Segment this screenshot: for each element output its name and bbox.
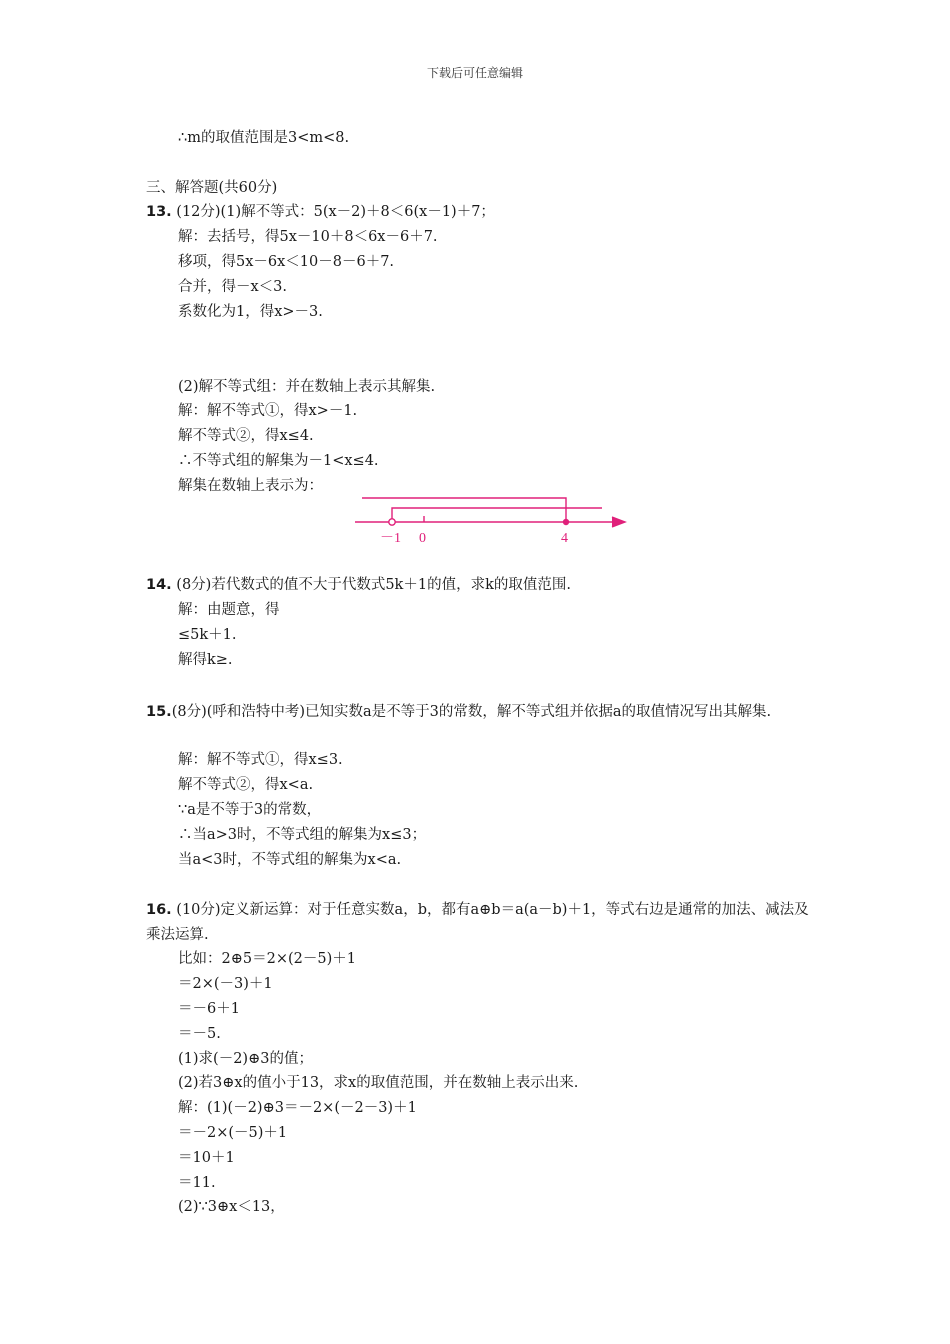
question-number: 16.: [146, 902, 172, 918]
text-line: 解：(1)(－2)⊕3＝－2×(－2－3)＋1: [178, 1100, 417, 1116]
label-minus-one: －1: [380, 531, 401, 546]
text-line: 解得k≥.: [178, 652, 233, 668]
text-line: 解不等式②，得x<a.: [178, 777, 314, 793]
question-16: [146, 898, 810, 948]
text-line: 解不等式②，得x≤4.: [178, 428, 314, 444]
text-line: 解：解不等式①，得x>－1.: [178, 403, 358, 419]
text-line: ＝－6＋1: [178, 1001, 240, 1017]
question-number: 13.: [146, 204, 172, 220]
text-line: 解：去括号，得5x－10＋8＜6x－6＋7.: [178, 229, 438, 245]
number-line-diagram: [350, 490, 640, 552]
question-text: (10分)定义新运算：对于任意实数a，b，都有a⊕b＝a(a－b)＋1，等式右边是通常的加法、减法及乘法运算.: [146, 902, 809, 943]
text-line: 解：由题意，得: [178, 602, 280, 618]
text-line: ＝－2×(－5)＋1: [178, 1125, 288, 1141]
open-point: [389, 519, 395, 525]
text-line: ＝11.: [178, 1175, 216, 1191]
question-number: 15.: [146, 704, 172, 720]
question-13: [146, 202, 495, 222]
text-line: ＝10＋1: [178, 1150, 235, 1166]
text-line: ∴m的取值范围是3<m<8.: [178, 130, 350, 146]
question-text: (8分)(呼和浩特中考)已知实数a是不等于3的常数，解不等式组并依据a的取值情况写出其解集.: [171, 704, 772, 720]
text-line: 解集在数轴上表示为：: [178, 478, 323, 494]
text-line: (2)∵3⊕x＜13，: [178, 1199, 285, 1215]
text-line: 移项，得5x－6x＜10－8－6＋7.: [178, 254, 395, 270]
text-line: ∴当a>3时，不等式组的解集为x≤3；: [178, 827, 427, 843]
page-header: 下载后可任意编辑: [426, 66, 523, 80]
text-line: ≤5k＋1.: [178, 627, 237, 643]
text-line: 合并，得－x＜3.: [178, 279, 288, 295]
text-line: ∵a是不等于3的常数，: [178, 802, 322, 818]
label-four: 4: [561, 531, 568, 546]
question-text: (12分)(1)解不等式：5(x－2)＋8＜6(x－1)＋7；: [176, 204, 495, 220]
question-number: 14.: [146, 577, 172, 593]
section-title: 三、解答题(共60分): [146, 180, 278, 196]
question-text: (8分)若代数式的值不大于代数式5k＋1的值，求k的取值范围.: [176, 577, 571, 593]
question-14: [146, 575, 571, 595]
text-line: (1)求(－2)⊕3的值；: [178, 1051, 313, 1067]
text-line: 解：解不等式①，得x≤3.: [178, 752, 343, 768]
text-line: (2)解不等式组：并在数轴上表示其解集.: [178, 379, 436, 395]
text-line: 比如：2⊕5＝2×(2－5)＋1: [178, 951, 356, 967]
text-line: ＝－5.: [178, 1026, 221, 1042]
text-line: ＝2×(－3)＋1: [178, 976, 273, 992]
label-zero: 0: [419, 531, 426, 546]
text-line: (2)若3⊕x的值小于13，求x的取值范围，并在数轴上表示出来.: [178, 1075, 579, 1091]
text-line: ∴不等式组的解集为－1<x≤4.: [178, 453, 379, 469]
text-line: 当a<3时，不等式组的解集为x<a.: [178, 852, 402, 868]
question-15: [146, 700, 810, 724]
text-line: 系数化为1，得x>－3.: [178, 304, 323, 320]
closed-point: [563, 519, 569, 525]
axis-arrow-icon: [612, 517, 625, 527]
